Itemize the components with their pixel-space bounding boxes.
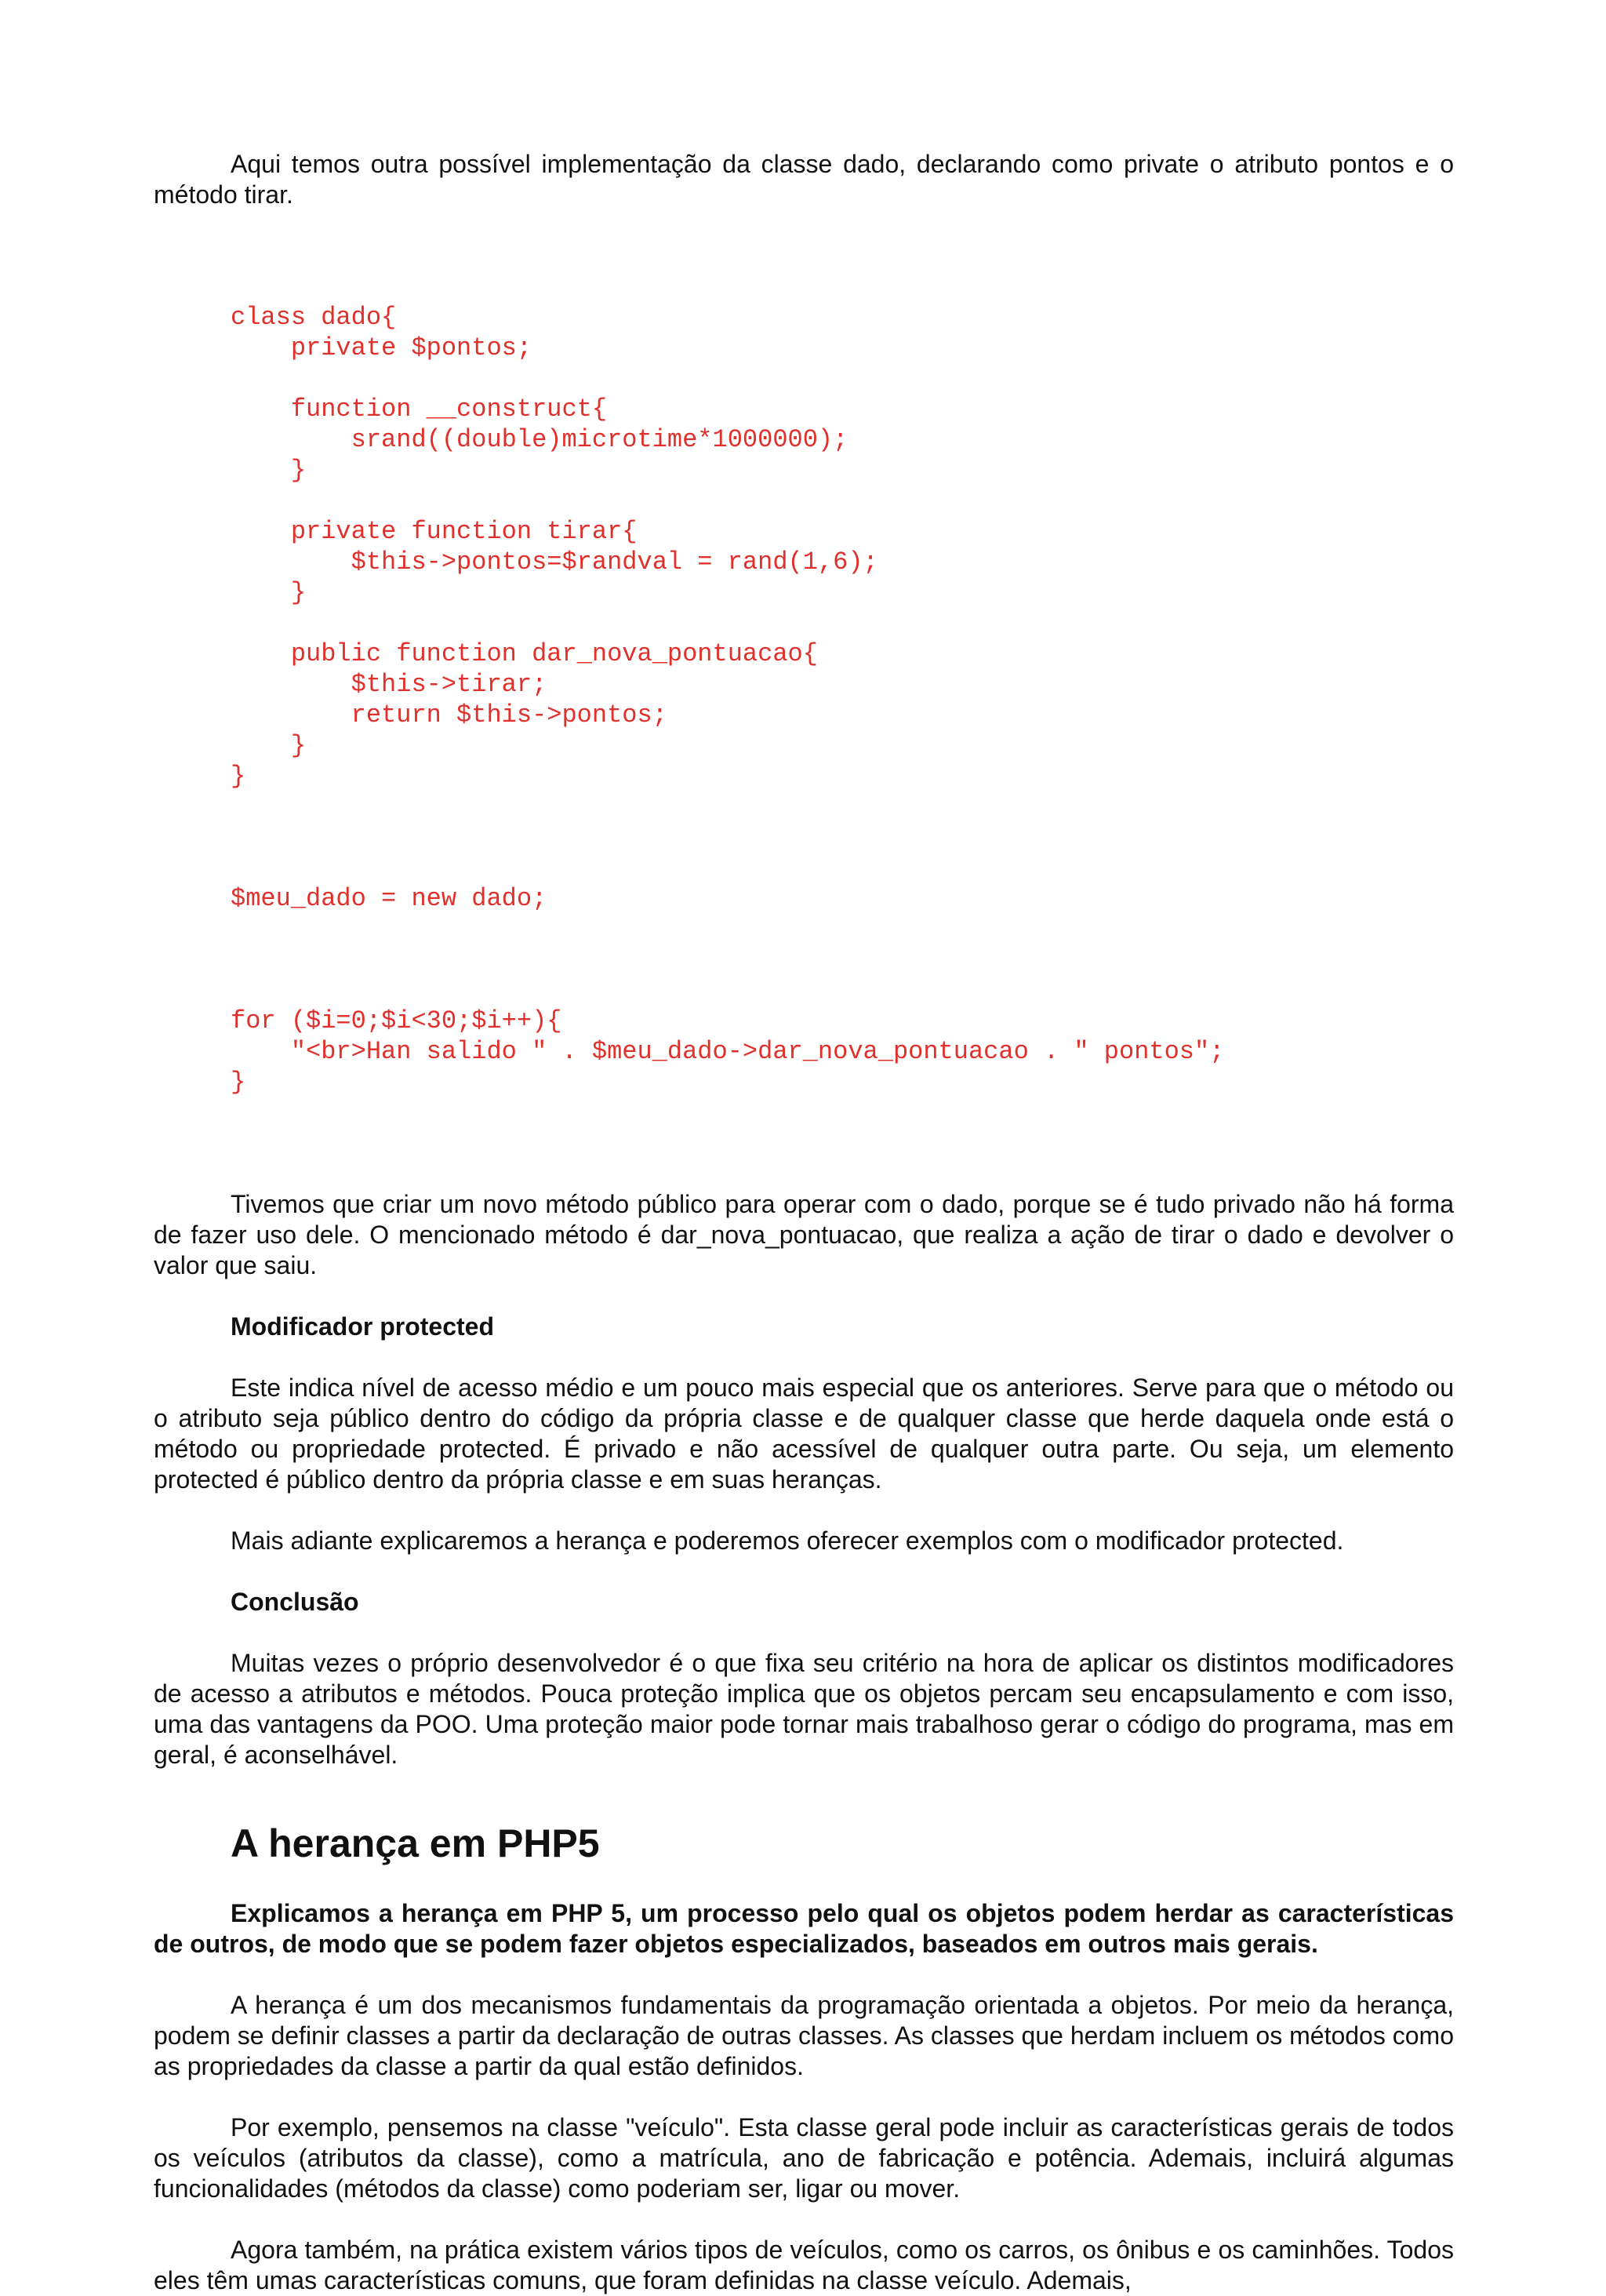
inheritance-paragraph-2: Por exemplo, pensemos na classe "veículo". Esta classe geral pode incluir as características gerais de todos os veículos (atributos da classe), como a matrícula, ano de fabricação e potência. Ademais, incluirá algumas funcionalidades (métodos da classe) como poderiam ser, ligar ou mover. xyxy=(154,2113,1454,2203)
inheritance-paragraph-3: Agora também, na prática existem vários tipos de veículos, como os carros, os ônibus e os caminhões. Todos eles têm umas características comuns, que foram definidas na classe veículo. Ademais, xyxy=(154,2236,1454,2294)
code-listing xyxy=(231,241,1454,1159)
conclusion-paragraph: Muitas vezes o próprio desenvolvedor é o que fixa seu critério na hora de aplicar os distintos modificadores de acesso a atributos e métodos. Pouca proteção implica que os objetos percam seu encapsulamento e com isso, uma das vantagens da POO. Uma proteção maior pode tornar mais trabalhoso gerar o código do programa, mas em geral, é aconselhável. xyxy=(154,1649,1454,1769)
conclusion-heading: Conclusão xyxy=(231,1588,359,1616)
paragraph-after-code: Tivemos que criar um novo método público para operar com o dado, porque se é tudo privado não há forma de fazer uso dele. O mencionado método é dar_nova_pontuacao, que realiza a ação de tirar o dado e devolver o valor que saiu. xyxy=(154,1190,1454,1279)
document-page xyxy=(154,149,1454,2296)
inheritance-title: A herança em PHP5 xyxy=(231,1821,600,1865)
loop-code-block: for ($i=0;$i<30;$i++){ "<br>Han salido " . $meu_dado->dar_nova_pontuacao . " pontos"; } xyxy=(231,1006,1225,1097)
instance-code-line: $meu_dado = new dado; xyxy=(231,884,547,913)
protected-paragraph-1: Este indica nível de acesso médio e um pouco mais especial que os anteriores. Serve para que o método ou o atributo seja público dentro do código da própria classe e de qualquer classe que herde daquela onde está o método ou propriedade protected. É privado e não acessível de qualquer outra parte. Ou seja, um elemento protected é público dentro da própria classe e em suas heranças. xyxy=(154,1374,1454,1494)
class-code-block: class dado{ private $pontos; function __construct{ srand((double)microtime*1000000); } private function tirar{ $this->pontos=$randval = rand(1,6); } public function dar_nova_pontuacao{ $this->tirar; return $this->pontos; } } xyxy=(231,303,878,791)
inheritance-lead: Explicamos a herança em PHP 5, um processo pelo qual os objetos podem herdar as características de outros, de modo que se podem fazer objetos especializados, baseados em outros mais gerais. xyxy=(154,1899,1454,1958)
intro-paragraph: Aqui temos outra possível implementação da classe dado, declarando como private o atributo pontos e o método tirar. xyxy=(154,150,1454,209)
protected-paragraph-2: Mais adiante explicaremos a herança e poderemos oferecer exemplos com o modificador protected. xyxy=(231,1526,1344,1555)
inheritance-paragraph-1: A herança é um dos mecanismos fundamentais da programação orientada a objetos. Por meio da herança, podem se definir classes a partir da declaração de outras classes. As classes que herdam incluem os métodos como as propriedades da classe a partir da qual estão definidos. xyxy=(154,1991,1454,2080)
protected-heading: Modificador protected xyxy=(231,1312,495,1341)
